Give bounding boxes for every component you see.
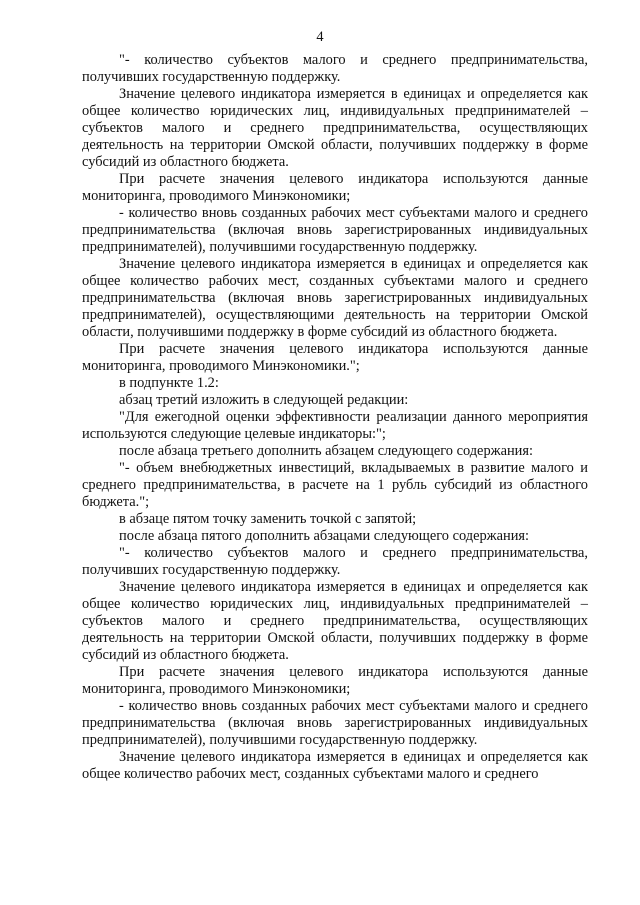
- paragraph: "- объем внебюджетных инвестиций, вкладываемых в развитие малого и среднего предпринимательства, в расчете на 1 рубль субсидий из областного бюджета.";: [82, 460, 588, 510]
- paragraph: При расчете значения целевого индикатора используются данные мониторинга, проводимого Минэкономики;: [82, 171, 588, 204]
- paragraph: "- количество субъектов малого и среднего предпринимательства, получивших государственную поддержку.: [82, 545, 588, 578]
- paragraph: Значение целевого индикатора измеряется в единицах и определяется как общее количество юридических лиц, индивидуальных предпринимателей – субъектов малого и среднего предпринимательства, осуществляющих деятельность на территории Омской области, получивших поддержку в форме субсидий из областного бюджета.: [82, 86, 588, 170]
- document-body: [82, 52, 588, 783]
- paragraph: При расчете значения целевого индикатора используются данные мониторинга, проводимого Минэкономики;: [82, 664, 588, 697]
- paragraph: - количество вновь созданных рабочих мест субъектами малого и среднего предпринимательства (включая вновь зарегистрированных индивидуальных предпринимателей), получившими государственную поддержку.: [82, 205, 588, 255]
- paragraph: "- количество субъектов малого и среднего предпринимательства, получивших государственную поддержку.: [82, 52, 588, 85]
- paragraph: При расчете значения целевого индикатора используются данные мониторинга, проводимого Минэкономики.";: [82, 341, 588, 374]
- paragraph: в абзаце пятом точку заменить точкой с запятой;: [119, 511, 417, 527]
- paragraph: "Для ежегодной оценки эффективности реализации данного мероприятия используются следующие целевые индикаторы:";: [82, 409, 588, 442]
- paragraph: после абзаца третьего дополнить абзацем следующего содержания:: [119, 443, 533, 459]
- paragraph: Значение целевого индикатора измеряется в единицах и определяется как общее количество рабочих мест, созданных субъектами малого и среднего предпринимательства (включая вновь зарегистрированных индивидуальных предпринимателей), осуществляющими деятельность на территории Омской области, получившими поддержку в форме субсидий из областного бюджета.: [82, 256, 588, 340]
- page-number: 4: [316, 29, 324, 45]
- paragraph: Значение целевого индикатора измеряется в единицах и определяется как общее количество рабочих мест, созданных субъектами малого и среднего: [82, 749, 588, 782]
- paragraph: абзац третий изложить в следующей редакции:: [119, 392, 409, 408]
- paragraph: в подпункте 1.2:: [119, 375, 219, 391]
- paragraph: Значение целевого индикатора измеряется в единицах и определяется как общее количество юридических лиц, индивидуальных предпринимателей – субъектов малого и среднего предпринимательства, осуществляющих деятельность на территории Омской области, получивших поддержку в форме субсидий из областного бюджета.: [82, 579, 588, 663]
- paragraph: после абзаца пятого дополнить абзацами следующего содержания:: [119, 528, 530, 544]
- paragraph: - количество вновь созданных рабочих мест субъектами малого и среднего предпринимательства (включая вновь зарегистрированных индивидуальных предпринимателей), получившими государственную поддержку.: [82, 698, 588, 748]
